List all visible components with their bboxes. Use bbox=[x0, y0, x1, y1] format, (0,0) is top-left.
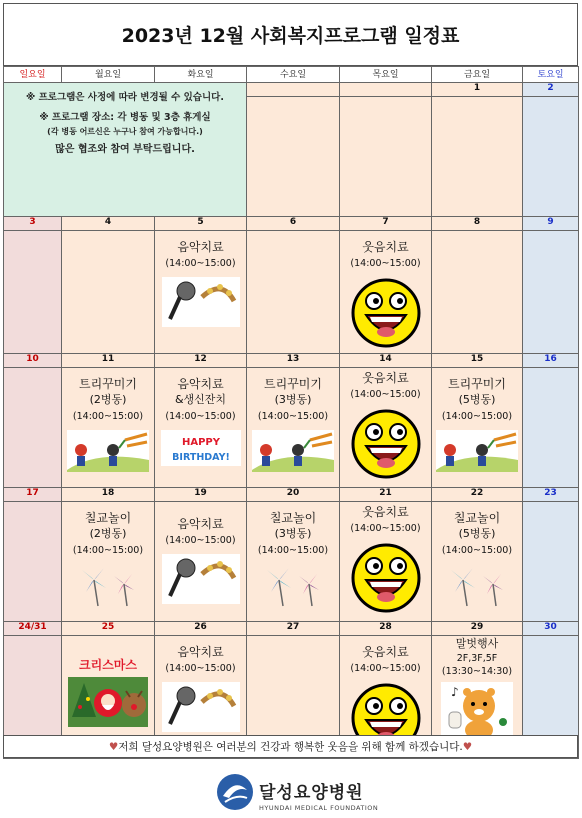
laughing-face-icon bbox=[340, 408, 431, 484]
event-tangram bbox=[62, 502, 155, 622]
date-cell: 2 bbox=[523, 83, 579, 97]
event-time: (14:00~15:00) bbox=[350, 258, 421, 269]
event-title: 칠교놀이 bbox=[453, 511, 501, 525]
day-cell bbox=[247, 231, 340, 354]
day-cell bbox=[247, 97, 340, 217]
heart-icon: ♥ bbox=[108, 740, 119, 753]
weekday-sat: 토요일 bbox=[523, 67, 579, 83]
date-cell: 12 bbox=[155, 354, 247, 368]
date-cell: 4 bbox=[62, 217, 155, 231]
notice-line-1: ※ 프로그램은 사정에 따라 변경될 수 있습니다. bbox=[26, 92, 224, 103]
event-title: 웃음치료 bbox=[362, 240, 409, 254]
calendar-table bbox=[3, 66, 579, 759]
weekday-tue: 화요일 bbox=[155, 67, 247, 83]
day-cell bbox=[4, 231, 62, 354]
event-floors: 2F,3F,5F bbox=[456, 653, 498, 664]
music-instruments-icon bbox=[155, 277, 246, 331]
tree-decorating-icon bbox=[62, 430, 154, 476]
event-ward: (2병동) bbox=[89, 527, 127, 540]
day-cell bbox=[523, 231, 579, 354]
event-tangram bbox=[247, 502, 340, 622]
event-title: 웃음치료 bbox=[362, 371, 409, 385]
event-laugh bbox=[340, 368, 432, 488]
date-cell: 13 bbox=[247, 354, 340, 368]
week-3-body bbox=[4, 368, 579, 488]
event-time: (14:00~15:00) bbox=[257, 545, 329, 556]
tree-decorating-icon bbox=[432, 430, 522, 476]
event-subtitle: &생신잔치 bbox=[174, 393, 227, 406]
event-title: 음악치료 bbox=[177, 517, 224, 531]
schedule-sheet bbox=[3, 3, 578, 758]
day-cell bbox=[432, 231, 523, 354]
event-music bbox=[155, 231, 247, 354]
date-cell: 7 bbox=[340, 217, 432, 231]
svg-text:♪: ♪ bbox=[451, 685, 459, 699]
event-time: (14:00~15:00) bbox=[441, 545, 513, 556]
event-time: (14:00~15:00) bbox=[350, 523, 421, 534]
weekday-sun: 일요일 bbox=[4, 67, 62, 83]
event-ward: (3병동) bbox=[274, 393, 312, 406]
event-title: 트리꾸미기 bbox=[79, 377, 137, 391]
weekday-thu: 목요일 bbox=[340, 67, 432, 83]
hospital-name: 달성요양병원 bbox=[259, 783, 364, 803]
event-title: 웃음치료 bbox=[362, 645, 409, 659]
date-cell-holiday: 25 bbox=[62, 622, 155, 636]
event-ward: (5병동) bbox=[458, 393, 496, 406]
date-cell: 27 bbox=[247, 622, 340, 636]
event-time: (14:00~15:00) bbox=[350, 663, 421, 674]
day-cell bbox=[4, 502, 62, 622]
weekday-fri: 금요일 bbox=[432, 67, 523, 83]
day-cell bbox=[523, 368, 579, 488]
date-cell: 14 bbox=[340, 354, 432, 368]
weekday-header-row bbox=[4, 67, 579, 83]
day-cell bbox=[62, 231, 155, 354]
date-cell: 16 bbox=[523, 354, 579, 368]
event-tree bbox=[432, 368, 523, 488]
laughing-face-icon bbox=[340, 542, 431, 618]
event-title: 음악치료 bbox=[177, 645, 224, 659]
heart-icon: ♥ bbox=[462, 740, 473, 753]
date-cell: 28 bbox=[340, 622, 432, 636]
week-3-dates bbox=[4, 354, 579, 368]
tree-decorating-icon bbox=[247, 430, 339, 476]
date-cell: 6 bbox=[247, 217, 340, 231]
pinwheel-icon bbox=[247, 564, 339, 612]
event-time: (14:00~15:00) bbox=[165, 258, 236, 269]
weekday-mon: 월요일 bbox=[62, 67, 155, 83]
date-cell: 3 bbox=[4, 217, 62, 231]
date-cell bbox=[340, 83, 432, 97]
week-2-body bbox=[4, 231, 579, 354]
date-cell: 30 bbox=[523, 622, 579, 636]
event-time: (14:00~15:00) bbox=[165, 663, 236, 674]
weekday-wed: 수요일 bbox=[247, 67, 340, 83]
date-cell: 24/31 bbox=[4, 622, 62, 636]
date-cell: 15 bbox=[432, 354, 523, 368]
day-cell bbox=[432, 97, 523, 217]
event-time: (14:00~15:00) bbox=[72, 545, 144, 556]
event-title: 칠교놀이 bbox=[84, 511, 132, 525]
event-time: (14:00~15:00) bbox=[165, 411, 236, 422]
day-cell bbox=[523, 97, 579, 217]
date-cell: 11 bbox=[62, 354, 155, 368]
christmas-label: 크리스마스 bbox=[79, 658, 137, 672]
footer-message bbox=[3, 735, 578, 758]
date-cell: 18 bbox=[62, 488, 155, 502]
birthday-banner-icon bbox=[155, 430, 246, 470]
event-title: 트리꾸미기 bbox=[448, 377, 506, 391]
page-title: 2023년 12월 사회복지프로그램 일정표 bbox=[3, 3, 578, 66]
event-time: (14:00~15:00) bbox=[350, 389, 421, 400]
date-cell: 5 bbox=[155, 217, 247, 231]
day-cell bbox=[4, 368, 62, 488]
event-time: (13:30~14:30) bbox=[441, 666, 513, 677]
date-cell: 26 bbox=[155, 622, 247, 636]
notice-box bbox=[4, 83, 247, 217]
event-time: (14:00~15:00) bbox=[165, 535, 236, 546]
date-cell: 1 bbox=[432, 83, 523, 97]
pinwheel-icon bbox=[62, 564, 154, 612]
date-cell: 22 bbox=[432, 488, 523, 502]
christmas-characters-icon bbox=[62, 677, 154, 731]
event-title: 말벗행사 bbox=[455, 637, 499, 650]
event-time: (14:00~15:00) bbox=[257, 411, 329, 422]
day-cell bbox=[340, 97, 432, 217]
week-1-dates bbox=[4, 83, 579, 97]
event-ward: (5병동) bbox=[458, 527, 496, 540]
event-laugh bbox=[340, 502, 432, 622]
event-music-birthday bbox=[155, 368, 247, 488]
footer-text: 저희 달성요양병원은 여러분의 건강과 행복한 웃음을 위해 함께 하겠습니다. bbox=[118, 741, 463, 753]
week-4-dates bbox=[4, 488, 579, 502]
hospital-foundation: HYUNDAI MEDICAL FOUNDATION bbox=[259, 804, 379, 812]
notice-line-2: ※ 프로그램 장소: 각 병동 및 3층 휴게실 bbox=[39, 112, 211, 123]
hospital-logo bbox=[215, 772, 385, 816]
event-time: (14:00~15:00) bbox=[441, 411, 513, 422]
date-cell: 29 bbox=[432, 622, 523, 636]
event-ward: (2병동) bbox=[89, 393, 127, 406]
svg-text:BIRTHDAY!: BIRTHDAY! bbox=[171, 452, 230, 463]
pinwheel-icon bbox=[432, 564, 522, 612]
event-ward: (3병동) bbox=[274, 527, 312, 540]
event-time: (14:00~15:00) bbox=[72, 411, 144, 422]
date-cell bbox=[247, 83, 340, 97]
event-title: 음악치료 bbox=[177, 240, 224, 254]
date-cell: 23 bbox=[523, 488, 579, 502]
event-title: 웃음치료 bbox=[362, 505, 409, 519]
music-instruments-icon bbox=[155, 554, 246, 608]
event-title: 트리꾸미기 bbox=[264, 377, 322, 391]
date-cell: 8 bbox=[432, 217, 523, 231]
event-tree bbox=[247, 368, 340, 488]
event-tangram bbox=[432, 502, 523, 622]
week-4-body bbox=[4, 502, 579, 622]
week-2-dates bbox=[4, 217, 579, 231]
date-cell: 19 bbox=[155, 488, 247, 502]
hospital-emblem-icon bbox=[215, 772, 255, 812]
notice-line-4: 많은 협조와 참여 부탁드립니다. bbox=[55, 144, 195, 155]
date-cell: 9 bbox=[523, 217, 579, 231]
event-title: 음악치료 bbox=[177, 377, 224, 391]
svg-text:HAPPY: HAPPY bbox=[181, 437, 220, 448]
day-cell bbox=[523, 502, 579, 622]
notice-line-3: (각 병동 어르신은 누구나 참여 가능합니다.) bbox=[47, 127, 203, 136]
date-cell: 21 bbox=[340, 488, 432, 502]
date-cell: 10 bbox=[4, 354, 62, 368]
date-cell: 17 bbox=[4, 488, 62, 502]
music-instruments-icon bbox=[155, 682, 246, 736]
event-laugh bbox=[340, 231, 432, 354]
week-5-dates bbox=[4, 622, 579, 636]
event-music bbox=[155, 502, 247, 622]
laughing-face-icon bbox=[340, 277, 431, 353]
date-cell: 20 bbox=[247, 488, 340, 502]
event-title: 칠교놀이 bbox=[269, 511, 317, 525]
event-tree bbox=[62, 368, 155, 488]
